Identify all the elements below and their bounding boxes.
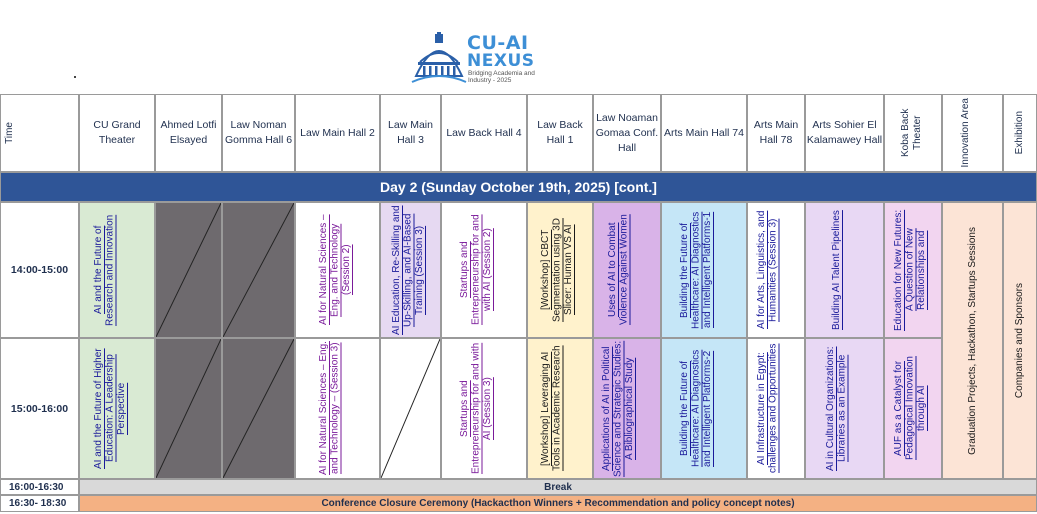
session-arts-sohier-1[interactable]: Building AI Talent Pipelines — [805, 202, 884, 338]
header-time: Time — [0, 94, 79, 172]
session-law-main-2-2[interactable]: AI for Natural Sciences – Eng. and Technology – (Session 3) — [295, 338, 380, 479]
header-koba-back-theater: Koba Back Theater — [884, 94, 942, 172]
header-ahmed-lotfi: Ahmed Lotfi Elsayed — [155, 94, 222, 172]
session-law-main-2-1[interactable]: AI for Natural Sciences – Eng. and Technology (Session 2) — [295, 202, 380, 338]
logo-title-line1: CU-AI — [467, 32, 529, 54]
conference-logo — [410, 32, 600, 90]
session-koba-1[interactable]: Education for New Futures: A Question of New Relationships and — [884, 202, 942, 338]
logo-title-line2: NEXUS — [467, 51, 535, 71]
header-law-back-hall-1: Law Back Hall 1 — [527, 94, 593, 172]
unavailable-law-gomma-2 — [222, 338, 295, 479]
closing-ceremony-row: Conference Closure Ceremony (Hackacthon Winners + Recommendation and policy concept notes) — [79, 495, 1037, 512]
slot-time-3: 16:00-16:30 — [0, 479, 79, 495]
exhibition-companies[interactable]: Companies and Sponsors — [1003, 202, 1037, 479]
header-law-main-hall-3: Law Main Hall 3 — [380, 94, 441, 172]
header-law-gomma-hall-6: Law Noman Gomma Hall 6 — [222, 94, 295, 172]
day-title-band: Day 2 (Sunday October 19th, 2025) [cont.] — [0, 172, 1037, 202]
session-law-noaman-2[interactable]: Applications of AI in Political Science and Strategic Studies: A Bibliographical Study — [593, 338, 661, 479]
session-law-main-3-1[interactable]: AI Education, Re-Skilling and Up-Skilling, and AI-Based Training (Session 3) — [380, 202, 441, 338]
session-arts-sohier-2[interactable]: AI in Cultural Organizations: Libraries as an Example — [805, 338, 884, 479]
session-law-back-4-2[interactable]: Startups and Entrepreneurship for and with AI (Session 3) — [441, 338, 527, 479]
session-cu-grand-2[interactable]: AI and the Future of Higher Education: A Leadership Perspective — [79, 338, 155, 479]
unavailable-ahmed-lotfi-1 — [155, 202, 222, 338]
session-law-back-1-1[interactable]: [Workshop] CBCT Segmentation using 3D Slicer: Human VS AI — [527, 202, 593, 338]
header-exhibition: Exhibition — [1003, 94, 1037, 172]
unavailable-ahmed-lotfi-2 — [155, 338, 222, 479]
header-law-main-hall-2: Law Main Hall 2 — [295, 94, 380, 172]
dome-icon — [410, 32, 468, 84]
slot-time-4: 16:30- 18:30 — [0, 495, 79, 512]
session-arts-74-1[interactable]: Building the Future of Healthcare: AI Diagnostics and Intelligent Platforms-1 — [661, 202, 747, 338]
unavailable-law-gomma-1 — [222, 202, 295, 338]
slot-time-2: 15:00-16:00 — [0, 338, 79, 479]
header-law-back-hall-4: Law Back Hall 4 — [441, 94, 527, 172]
header-law-noaman-gomaa-conf: Law Noaman Gomaa Conf. Hall — [593, 94, 661, 172]
session-arts-78-1[interactable]: AI for Arts, Linguistics, and Humanities (Session 3) — [747, 202, 805, 338]
empty-law-main-3-2 — [380, 338, 441, 479]
session-cu-grand-1[interactable]: AI and the Future of Research and Innovation — [79, 202, 155, 338]
stray-mark — [74, 76, 76, 78]
header-arts-main-hall-74: Arts Main Hall 74 — [661, 94, 747, 172]
session-law-noaman-1[interactable]: Uses of AI to Combat Violence Against Women — [593, 202, 661, 338]
session-law-back-4-1[interactable]: Startups and Entrepreneurship for and with AI (Session 2) — [441, 202, 527, 338]
session-law-back-1-2[interactable]: [Workshop] Leveraging AI Tools in Academic Research — [527, 338, 593, 479]
session-arts-78-2[interactable]: AI Infrastructure in Egypt: challenges and Opportunities — [747, 338, 805, 479]
slot-time-1: 14:00-15:00 — [0, 202, 79, 338]
logo-tagline: Bridging Academia and Industry - 2025 — [468, 70, 535, 84]
header-innovation-area: Innovation Area — [942, 94, 1003, 172]
header-cu-grand-theater: CU Grand Theater — [79, 94, 155, 172]
header-arts-sohier-hall: Arts Sohier El Kalamawey Hall — [805, 94, 884, 172]
session-koba-2[interactable]: AUF as a Catalyst for Pedagogical Innovation through AI — [884, 338, 942, 479]
session-arts-74-2[interactable]: Building the Future of Healthcare: AI Diagnostics and Intelligent Platforms-2 — [661, 338, 747, 479]
header-arts-main-hall-78: Arts Main Hall 78 — [747, 94, 805, 172]
innovation-area-sessions[interactable]: Graduation Projects, Hackathon, Startups Sessions — [942, 202, 1003, 479]
break-row: Break — [79, 479, 1037, 495]
